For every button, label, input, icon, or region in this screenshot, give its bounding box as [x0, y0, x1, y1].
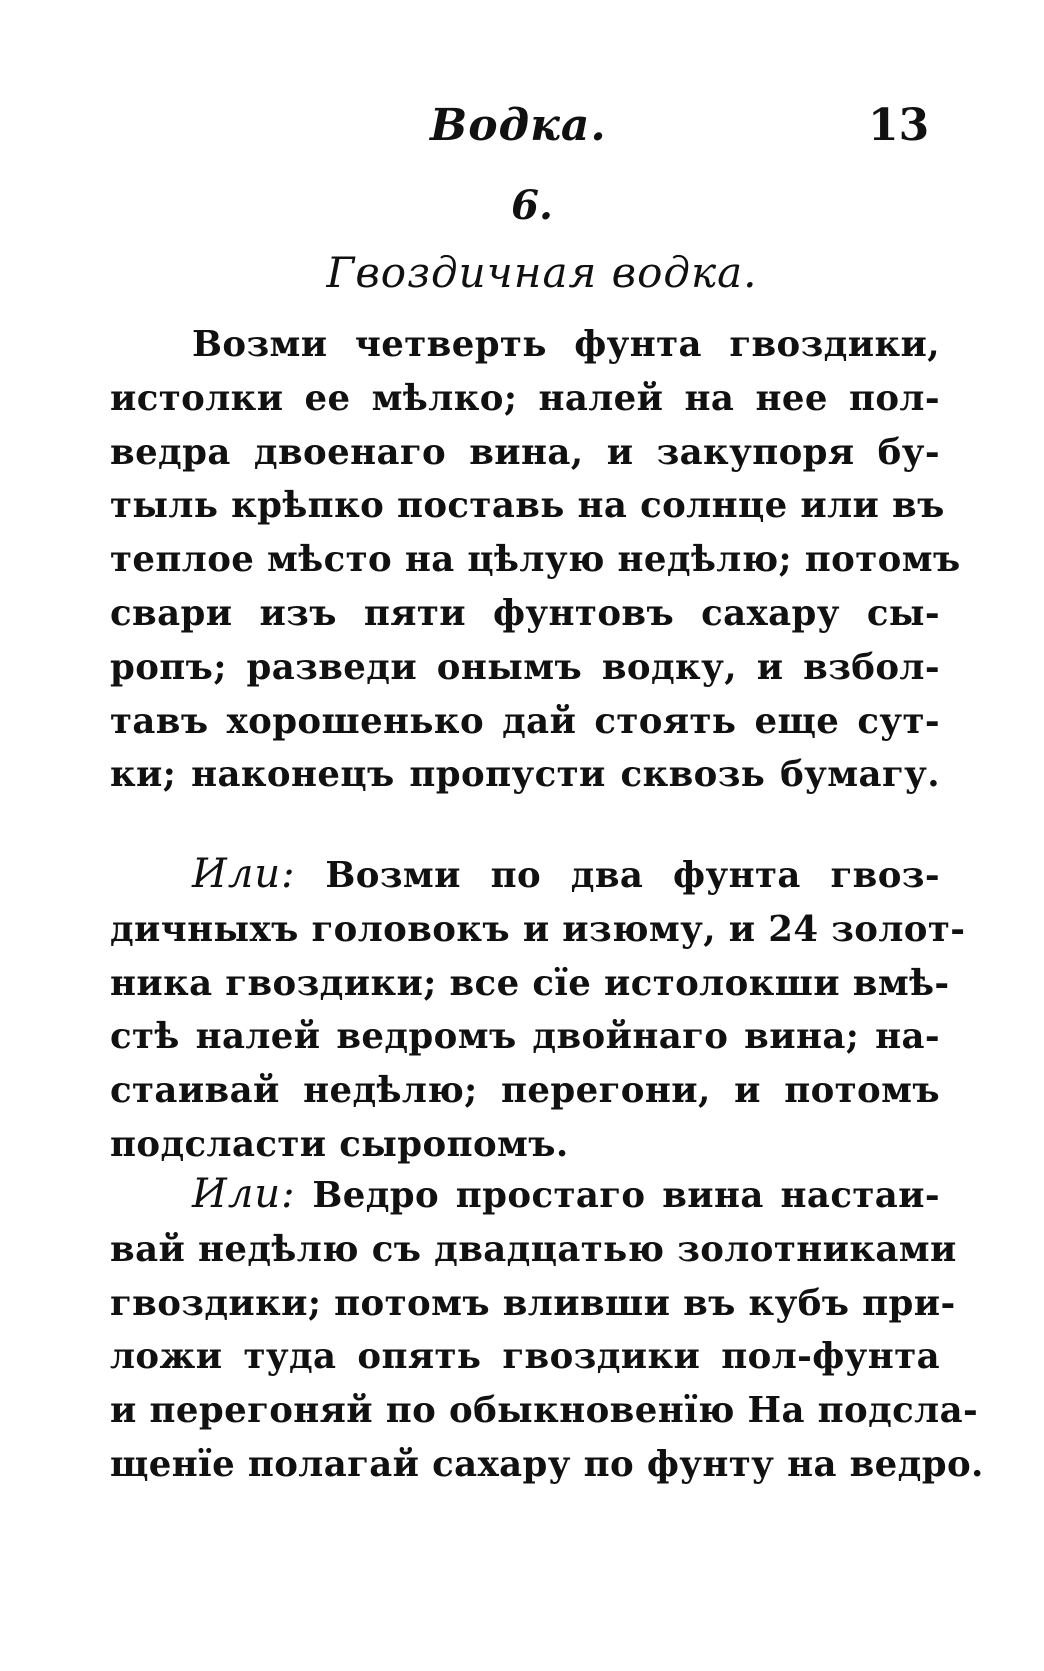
text-line: Возми по два фунта гвоз-: [325, 855, 941, 896]
text-line: гвоздики; потомъ вливши въ кубъ при-: [110, 1282, 956, 1324]
text-line: ника гвоздики; все сïе истолокши вмѣ-: [110, 962, 950, 1004]
text-line: вай недѣлю съ двадцатью золотниками: [110, 1228, 957, 1270]
text-line: ки; наконецъ пропусти сквозь бумагу.: [110, 754, 940, 796]
paragraph-lead: Или:: [192, 1171, 296, 1217]
text-line-with-lead: [110, 1168, 940, 1223]
text-line: тавъ хорошенько дай стоять еще сут-: [110, 700, 940, 742]
page-number: 13: [868, 100, 930, 151]
text-line: Возми четверть фунта гвоздики,: [192, 324, 940, 365]
text-line: дичныхъ головокъ и изюму, и 24 золот-: [110, 908, 966, 950]
text-line: ложи туда опять гвоздики пол-фунта: [110, 1336, 940, 1378]
text-line: стѣ налей ведромъ двойнаго вина; на-: [110, 1016, 940, 1058]
paragraph-1: [110, 318, 961, 802]
text-line: ропъ; разведи онымъ водку, и взбол-: [110, 646, 940, 688]
text-line: тыль крѣпко поставь на солнце или въ: [110, 485, 945, 527]
text-line: щенïе полагай сахару по фунту на ведро.: [110, 1443, 984, 1485]
paragraph-3: [110, 1168, 984, 1492]
text-line: подсласти сыропомъ.: [110, 1123, 569, 1165]
text-line: теплое мѣсто на цѣлую недѣлю; потомъ: [110, 539, 961, 581]
recipe-title: Гвоздичная водка.: [326, 248, 758, 297]
text-line: истолки ее мѣлко; налей на нее пол-: [110, 377, 940, 419]
paragraph-2: [110, 848, 966, 1172]
section-number: 6.: [511, 182, 553, 229]
running-head: [0, 100, 1044, 160]
text-line: Ведро простаго вина настаи-: [312, 1175, 940, 1216]
paragraph-lead: Или:: [192, 851, 296, 897]
text-line-with-lead: [110, 848, 940, 903]
text-line: свари изъ пяти фунтовъ сахару сы-: [110, 592, 940, 634]
text-line: и перегоняй по обыкновенïю На подсла-: [110, 1390, 979, 1432]
text-line: стаивай недѣлю; перегони, и потомъ: [110, 1070, 940, 1112]
text-line: ведра двоенаго вина, и закупоря бу-: [110, 431, 940, 473]
running-title: Водка.: [430, 100, 607, 151]
